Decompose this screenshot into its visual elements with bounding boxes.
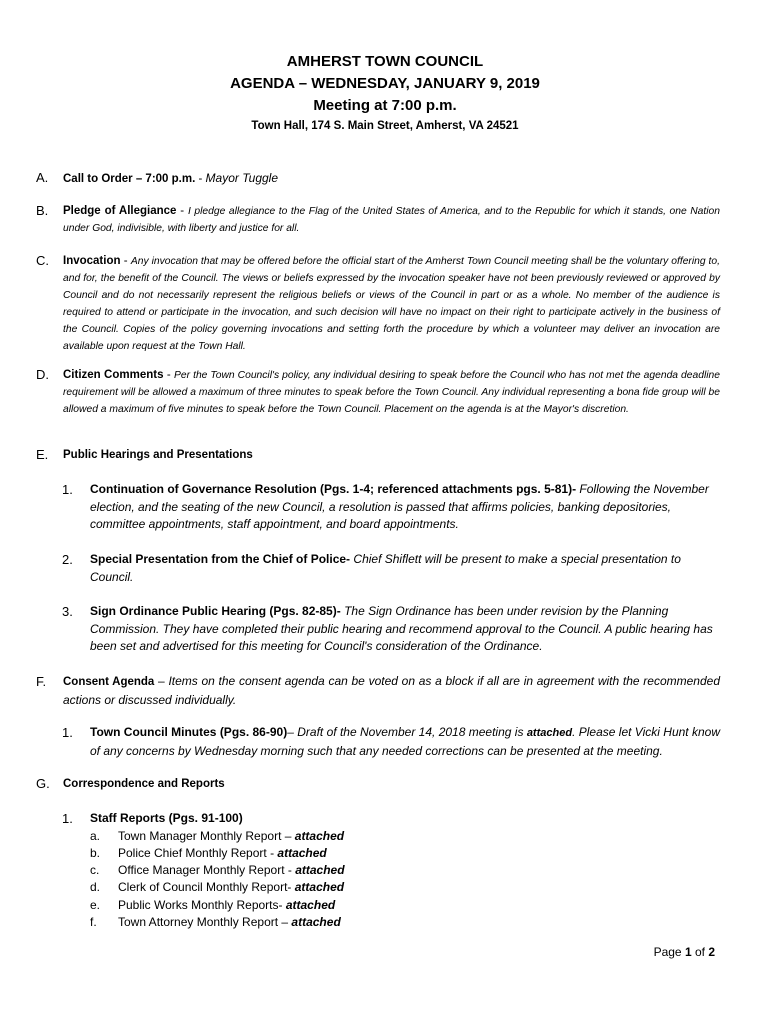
section-title: Public Hearings and Presentations [63, 449, 253, 461]
subitem-text: Clerk of Council Monthly Report- [118, 880, 295, 894]
attached-tag: attached [285, 898, 336, 912]
item-title: Continuation of Governance Resolution (Pgs. 1-4; referenced attachments pgs. 5-81)- [90, 482, 577, 496]
subitem-letter: e. [90, 898, 101, 912]
subitem-text: Police Chief Monthly Report - [118, 846, 278, 860]
page-word: Page [653, 945, 685, 959]
item-number: 1. [62, 482, 73, 497]
section-title: Correspondence and Reports [63, 778, 225, 790]
subitem-letter: d. [90, 880, 101, 894]
item-description: – Draft of the November 14, 2018 meeting is [287, 725, 527, 739]
attached-tag: attached [295, 863, 345, 877]
section-title: Pledge of Allegiance [63, 205, 177, 217]
item-number: 1. [62, 725, 73, 740]
agenda-item-e2 [62, 551, 720, 586]
total-pages: 2 [708, 945, 715, 959]
section-title: Citizen Comments [63, 369, 164, 381]
separator: - [195, 173, 206, 185]
item-number: 1. [62, 811, 73, 826]
meeting-time-heading: Meeting at 7:00 p.m. [313, 97, 457, 114]
attached-tag: attached [277, 846, 327, 860]
subitem-letter: c. [90, 863, 100, 877]
agenda-item-f1 [62, 724, 720, 760]
subitem-letter: a. [90, 829, 101, 843]
meeting-location: Town Hall, 174 S. Main Street, Amherst, VA 24521 [251, 120, 519, 132]
agenda-item-g1 [62, 810, 720, 828]
section-title: Consent Agenda [63, 676, 155, 688]
section-letter: F. [36, 674, 47, 689]
section-letter: A. [36, 170, 49, 185]
attached-tag: attached [294, 880, 345, 894]
section-c [36, 253, 720, 355]
current-page: 1 [684, 945, 692, 959]
attached-tag: attached [291, 915, 341, 929]
section-letter: C. [36, 253, 49, 268]
item-title: Staff Reports (Pgs. 91-100) [90, 811, 243, 825]
page-number [654, 945, 715, 959]
attached-tag: attached [526, 727, 573, 739]
item-number: 2. [62, 552, 73, 567]
agenda-item-e1 [62, 481, 720, 534]
separator: - [120, 255, 131, 267]
subitem-letter: f. [90, 915, 97, 929]
section-description: I pledge allegiance to the Flag of the United States of America, and to the Republic for which it stands, one Nation under God, indivisible, with liberty and justice for all. [63, 206, 720, 234]
subitem-letter: b. [90, 846, 101, 860]
item-title: Sign Ordinance Public Hearing (Pgs. 82-85)- [90, 604, 341, 618]
section-e [36, 447, 720, 463]
section-description: Items on the consent agenda can be voted on as a block if all are in agreement with the recommended actions or discussed individually. [63, 674, 720, 707]
section-letter: B. [36, 203, 49, 218]
subitem-text: Town Manager Monthly Report – [118, 829, 295, 843]
section-description: Per the Town Council's policy, any individual desiring to speak before the Council who has not met the agenda deadline requirement will be allowed a maximum of three minutes to speak before the Town Council. Any individual representing a bona fide group will be allowed a maximum of five minutes to speak before the Town Council. Placement on the agenda is at the Mayor's discretion. [63, 370, 720, 415]
subitem-text: Office Manager Monthly Report - [118, 863, 296, 877]
section-letter: G. [36, 776, 50, 791]
attached-tag: attached [294, 829, 345, 843]
section-g [36, 776, 720, 792]
of-word: of [691, 945, 709, 959]
section-letter: E. [36, 447, 49, 462]
item-description: Chief Shiflett will be present to make a special presentation to Council. [90, 552, 681, 584]
section-description: Any invocation that may be offered before the official start of the Amherst Town Council meeting shall be the voluntary offering to, and for, the benefit of the Council. The views or beliefs expressed by the invocation speaker have not been previously reviewed or approved by Council and do not necessarily represent the religious beliefs or views of the Council in part or as a whole. No member of the audience is required to attend or participate in the invocation, and such decision will have no impact on their right to participate actively in the business of the Council. Copies of the policy governing invocations and setting forth the procedure by which a volunteer may deliver an invocation are available upon request at the Town Hall. [63, 256, 720, 352]
section-f [36, 673, 720, 709]
subitem-text: Town Attorney Monthly Report – [118, 915, 292, 929]
section-d [36, 367, 720, 418]
agenda-date-heading: AGENDA – WEDNESDAY, JANUARY 9, 2019 [230, 75, 540, 92]
section-title: Call to Order – 7:00 p.m. [63, 173, 196, 185]
subitem-text: Public Works Monthly Reports- [118, 898, 286, 912]
section-letter: D. [36, 367, 49, 382]
separator: – [154, 674, 169, 688]
item-description-cont: . Please let Vicki Hunt know of any concerns by Wednesday morning such that any needed corrections can be presented at the meeting. [90, 725, 720, 758]
agenda-item-e3 [62, 603, 720, 656]
item-description: Following the November election, and the seating of the new Council, a resolution is passed that affirms policies, banking depositories, committee appointments, staff appointment, and board appointments. [90, 482, 709, 531]
separator: - [163, 369, 175, 381]
section-a [36, 170, 720, 187]
section-b [36, 203, 720, 237]
item-title: Town Council Minutes (Pgs. 86-90) [90, 725, 288, 739]
item-title: Special Presentation from the Chief of Police- [90, 552, 351, 566]
item-description: The Sign Ordinance has been under revision by the Planning Commission. They have completed their public hearing and recommend approval to the Council. A public hearing has been set and advertised for this meeting for Council's consideration of the Ordinance. [90, 604, 713, 653]
section-title: Invocation [63, 255, 121, 267]
item-number: 3. [62, 604, 73, 619]
council-title: AMHERST TOWN COUNCIL [286, 53, 484, 70]
separator: - [176, 205, 189, 217]
section-description: Mayor Tuggle [205, 171, 279, 185]
